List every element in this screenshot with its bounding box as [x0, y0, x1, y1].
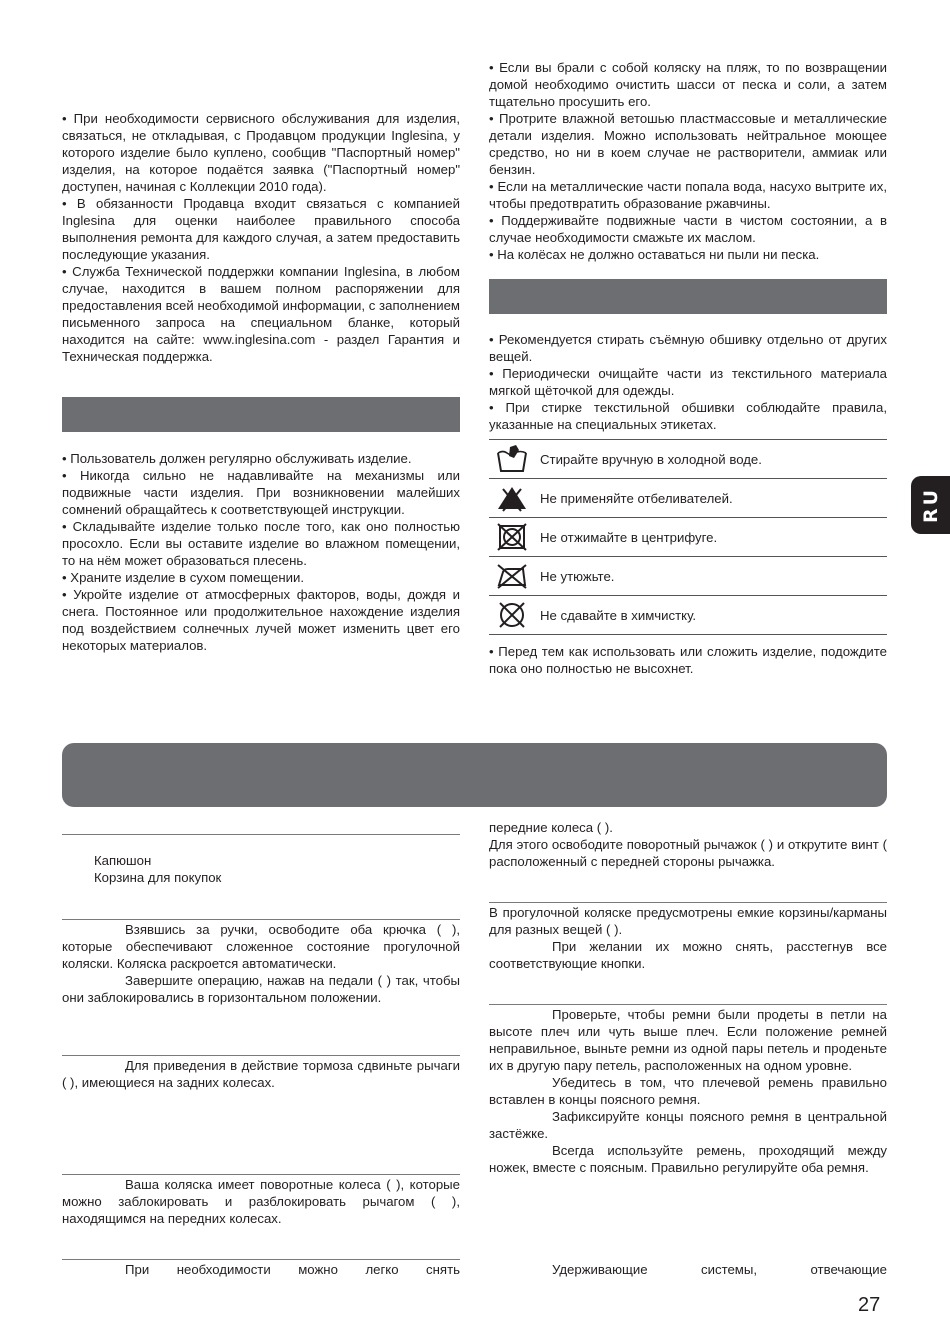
no-iron-icon	[495, 561, 529, 591]
cleaning-paragraph-3: • Если на металлические части попала вода, насухо вытрите их, чтобы предотвратить образование ржавчины.	[489, 179, 887, 211]
baskets-paragraph-1: В прогулочной коляске предусмотрены емкие корзины/карманы для разных вещей ( ).	[489, 905, 887, 937]
divider	[62, 1055, 460, 1056]
front-wheels-paragraph-1: передние колеса ( ).	[489, 820, 613, 835]
swivel-paragraph: Ваша коляска имеет поворотные колеса ( ), которые можно заблокировать и разблокировать рычагом ( ), находящимся на передних колесах.	[62, 1177, 460, 1226]
divider	[62, 1259, 460, 1260]
remove-wheels-paragraph: При необходимости можно легко снять	[125, 1262, 460, 1277]
cleaning-section	[489, 59, 887, 263]
divider	[489, 1004, 887, 1005]
instructions-heading-bar	[62, 743, 887, 807]
maintenance-paragraph-2: • Никогда сильно не надавливайте на механизмы или подвижные части изделия. При возникновении малейших сомнений обращайтесь к соответствующей инструкции.	[62, 468, 460, 517]
care-row	[489, 517, 887, 556]
care-row	[489, 478, 887, 517]
no-dry-clean-icon	[495, 600, 529, 630]
cleaning-paragraph-5: • На колёсах не должно оставаться ни пыли ни песка.	[489, 247, 820, 262]
cleaning-paragraph-4: • Поддерживайте подвижные части в чистом состоянии, а в случае необходимости смажьте их маслом.	[489, 213, 887, 245]
divider	[489, 902, 887, 903]
opening-section	[62, 921, 460, 1006]
hand-wash-icon	[495, 444, 529, 474]
belt-paragraph-1: Проверьте, чтобы ремни были продеты в петли на высоте плеч или чуть выше плеч. Если положение ремней неправильное, выньте ремни из одной пары петель и проденьте их в другую пару петель, расположенных на одном уровне.	[489, 1007, 887, 1073]
care-text: Стирайте вручную в холодной воде.	[540, 451, 762, 467]
no-tumble-dry-icon	[495, 522, 529, 552]
care-text: Не отжимайте в центрифуге.	[540, 529, 718, 545]
divider	[62, 919, 460, 920]
service-paragraph-1: • При необходимости сервисного обслуживания для изделия, связаться, не откладывая, с Продавцом продукции Inglesina, у которого изделие было куплено, сообщив "Паспортный номер" изделия, на которое подаётся заявка ("Паспортный номер" доступен, начиная с Коллекции 2010 года).	[62, 111, 460, 194]
care-text: Не применяйте отбеливателей.	[540, 490, 733, 506]
front-wheels-paragraph-2: Для этого освободите поворотный рычажок ( ) и открутите винт ( расположенный с передней стороны рычажка.	[489, 837, 887, 869]
restraint-section	[489, 1261, 887, 1278]
care-text: Не сдавайте в химчистку.	[540, 607, 697, 623]
swivel-section	[62, 1176, 460, 1227]
accessory-hood: Капюшон	[94, 853, 152, 868]
care-row	[489, 439, 887, 478]
service-paragraph-2: • В обязанности Продавца входит связаться с компанией Inglesina для оценки наиболее правильного способа выполнения ремонта для каждого случая, а затем предоставить последующие указания.	[62, 196, 460, 262]
care-text: Не утюжьте.	[540, 568, 615, 584]
no-bleach-icon	[495, 483, 529, 513]
maintenance-paragraph-1: • Пользователь должен регулярно обслуживать изделие.	[62, 451, 412, 466]
textile-heading-bar	[489, 279, 887, 314]
front-wheels-section	[489, 819, 887, 870]
care-instructions-table	[489, 439, 887, 635]
belt-paragraph-3: Зафиксируйте концы поясного ремня в центральной застёжке.	[489, 1109, 887, 1141]
language-tab	[911, 476, 950, 534]
language-tab-label: RU	[919, 486, 942, 524]
baskets-section	[489, 904, 887, 972]
textile-paragraph-3: • При стирке текстильной обшивки соблюдайте правила, указанные на специальных этикетах.	[489, 400, 887, 432]
service-section	[62, 110, 460, 365]
page-number: 27	[858, 1294, 881, 1316]
care-row	[489, 595, 887, 635]
service-paragraph-3: • Служба Технической поддержки компании Inglesina, в любом случае, находится в вашем полном распоряжении для предоставления всей необходимой информации, с заполнением письменного запроса на специальном бланке, который находится на сайте: www.inglesina.com - раздел Гарантия и Техническая поддержка.	[62, 264, 460, 364]
drying-note	[489, 643, 887, 677]
maintenance-heading-bar	[62, 397, 460, 432]
cleaning-paragraph-2: • Протрите влажной ветошью пластмассовые и металлические детали изделия. Можно использовать нейтральное моющее средство, но ни в коем случае не растворители, аммиак или бензин.	[489, 111, 887, 177]
baskets-paragraph-2: При желании их можно снять, расстегнув все соответствующие кнопки.	[489, 939, 887, 971]
maintenance-paragraph-5: • Укройте изделие от атмосферных факторов, воды, дождя и снега. Постоянное или продолжительное нахождение изделия под воздействием солнечных лучей может изменить цвет его некоторых материалов.	[62, 587, 460, 653]
textile-paragraph-2: • Периодически очищайте части из текстильного материала мягкой щёточкой для одежды.	[489, 366, 887, 398]
opening-paragraph-1: Взявшись за ручки, освободите оба крючка ( ), которые обеспечивают сложенное состояние прогулочной коляски. Коляска раскроется автоматически.	[62, 922, 460, 971]
textile-paragraph-1: • Рекомендуется стирать съёмную обшивку отдельно от других вещей.	[489, 332, 887, 364]
opening-paragraph-2: Завершите операцию, нажав на педали ( ) так, чтобы они заблокировались в горизонтальном положении.	[62, 973, 460, 1005]
cleaning-paragraph-1: • Если вы брали с собой коляску на пляж, то по возвращении домой необходимо очистить шасси от песка и соли, а затем тщательно просушить его.	[489, 60, 887, 109]
textile-section	[489, 331, 887, 433]
remove-wheels-section	[62, 1261, 460, 1278]
brake-paragraph: Для приведения в действие тормоза сдвиньте рычаги ( ), имеющиеся на задних колесах.	[62, 1058, 460, 1090]
belt-paragraph-2: Убедитесь в том, что плечевой ремень правильно вставлен в концы поясного ремня.	[489, 1075, 887, 1107]
accessory-basket: Корзина для покупок	[94, 870, 222, 885]
divider	[62, 1174, 460, 1175]
care-row	[489, 556, 887, 595]
maintenance-paragraph-3: • Складывайте изделие только после того, как оно полностью просохло. Если вы оставите изделие во влажном помещении, то на нём может образоваться плесень.	[62, 519, 460, 568]
maintenance-section	[62, 450, 460, 654]
drying-paragraph: • Перед тем как использовать или сложить изделие, подождите пока оно полностью не высохнет.	[489, 644, 887, 676]
accessories-list	[94, 852, 454, 886]
brake-section	[62, 1057, 460, 1091]
maintenance-paragraph-4: • Храните изделие в сухом помещении.	[62, 570, 305, 585]
belt-section	[489, 1006, 887, 1176]
belt-paragraph-4: Всегда используйте ремень, проходящий между ножек, вместе с поясным. Правильно регулируйте оба ремня.	[489, 1143, 887, 1175]
restraint-paragraph: Удерживающие системы, отвечающие	[552, 1262, 887, 1277]
divider	[62, 834, 460, 835]
